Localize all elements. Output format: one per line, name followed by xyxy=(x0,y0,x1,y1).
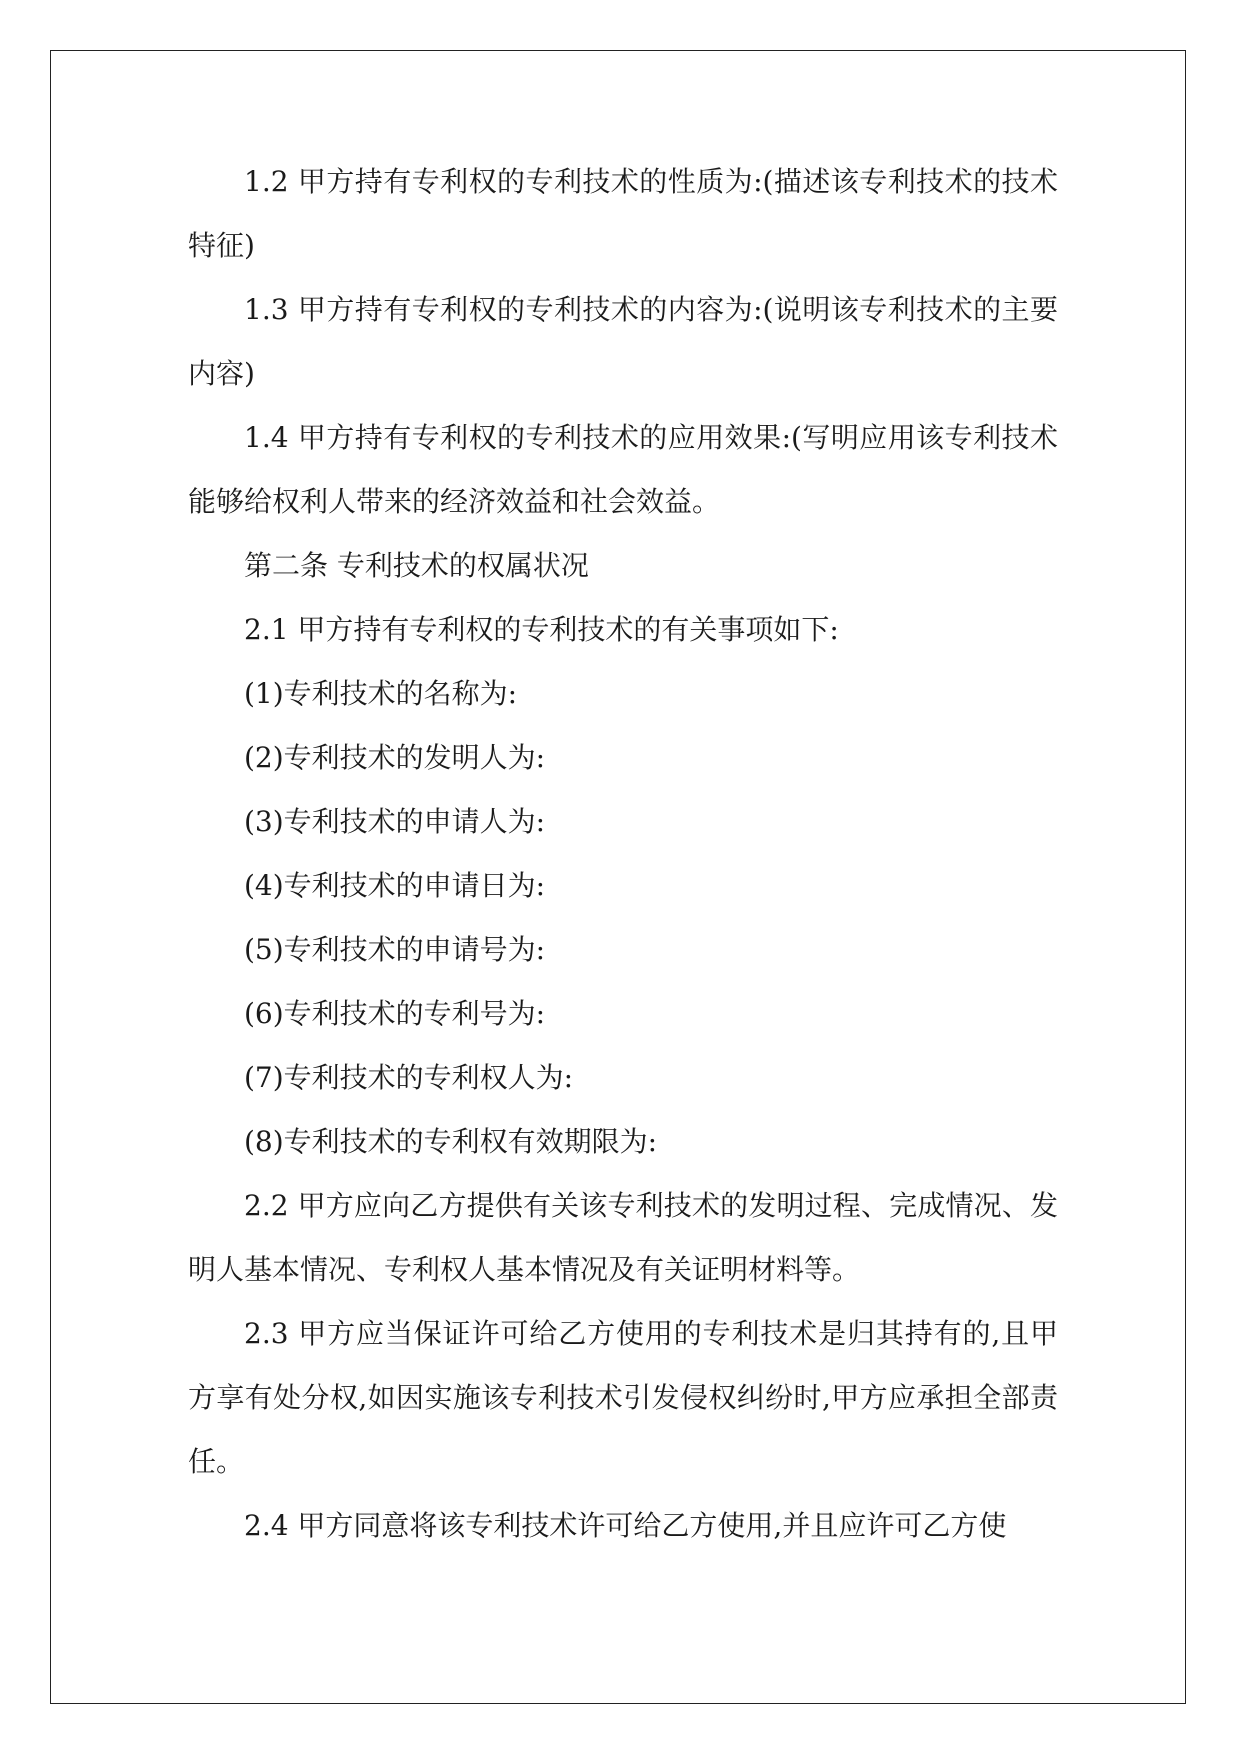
list-item: (1)专利技术的名称为: xyxy=(244,677,518,710)
list-item: (4)专利技术的申请日为: xyxy=(244,869,546,902)
clause-2-1: 2.1 甲方持有专利权的专利技术的有关事项如下: xyxy=(244,613,839,646)
list-item: (3)专利技术的申请人为: xyxy=(244,805,546,838)
list-item: (7)专利技术的专利权人为: xyxy=(244,1061,574,1094)
clause-2-3: 2.3 甲方应当保证许可给乙方使用的专利技术是归其持有的,且甲方享有处分权,如因实施该专利技术引发侵权纠纷时,甲方应承担全部责任。 xyxy=(188,1317,1058,1478)
article-2-heading: 第二条 专利技术的权属状况 xyxy=(244,549,589,582)
document-body xyxy=(188,150,1058,1558)
clause-2-4: 2.4 甲方同意将该专利技术许可给乙方使用,并且应许可乙方使 xyxy=(244,1509,1007,1542)
clause-2-2: 2.2 甲方应向乙方提供有关该专利技术的发明过程、完成情况、发明人基本情况、专利权人基本情况及有关证明材料等。 xyxy=(188,1189,1058,1286)
clause-1-2: 1.2 甲方持有专利权的专利技术的性质为:(描述该专利技术的技术特征) xyxy=(188,165,1058,262)
list-item: (5)专利技术的申请号为: xyxy=(244,933,546,966)
list-item: (2)专利技术的发明人为: xyxy=(244,741,546,774)
clause-1-4: 1.4 甲方持有专利权的专利技术的应用效果:(写明应用该专利技术能够给权利人带来的经济效益和社会效益。 xyxy=(188,421,1058,518)
clause-1-3: 1.3 甲方持有专利权的专利技术的内容为:(说明该专利技术的主要内容) xyxy=(188,293,1058,390)
list-item: (6)专利技术的专利号为: xyxy=(244,997,546,1030)
list-item: (8)专利技术的专利权有效期限为: xyxy=(244,1125,658,1158)
